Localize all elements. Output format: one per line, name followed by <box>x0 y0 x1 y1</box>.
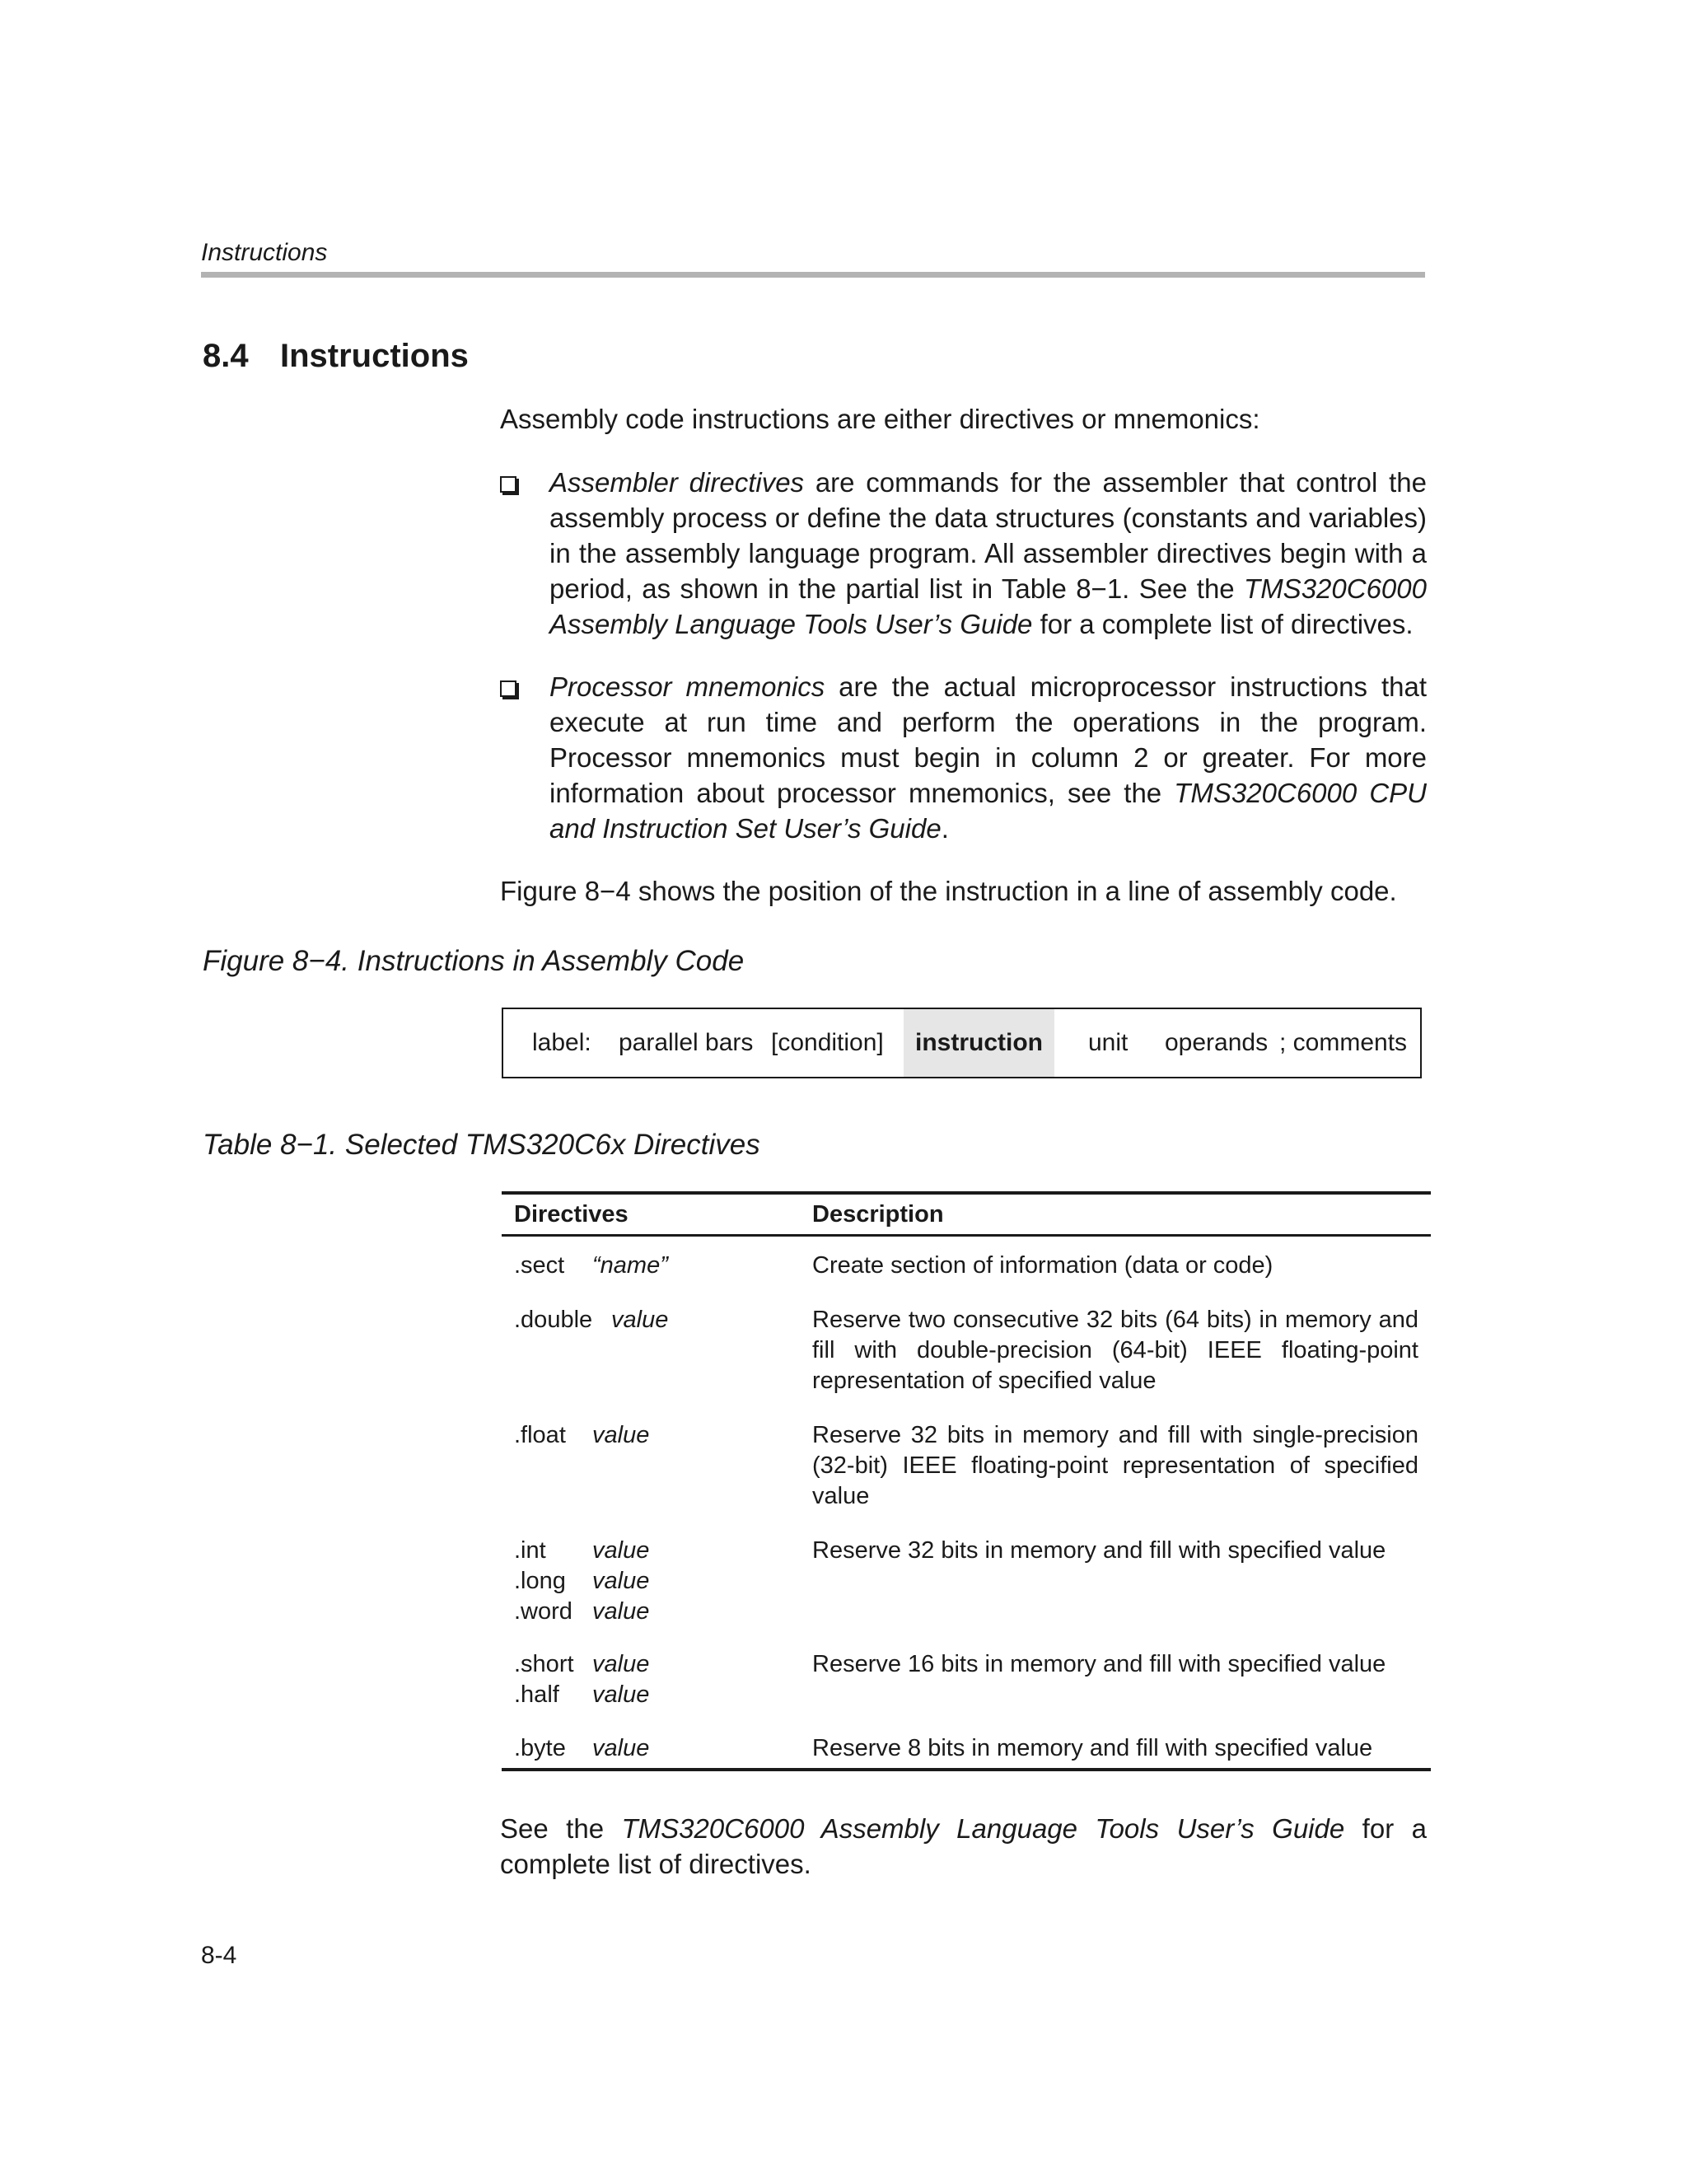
directive-arg: value <box>592 1568 650 1594</box>
directive-name: .sect <box>514 1252 565 1279</box>
intro-paragraph: Assembly code instructions are either directives or mnemonics: <box>500 404 1260 434</box>
bullet-assembler-directives <box>500 465 1427 642</box>
directive-arg: value <box>592 1651 650 1677</box>
header-rule <box>201 272 1425 278</box>
bullet-text: are the actual microprocessor instructions that execute at run time and perform the operations in the program. Processor mnemonics must begin in column 2 or greater. For more information about processor mnemonics, see the <box>549 671 1427 808</box>
table-caption: Table 8−1. Selected TMS320C6x Directives <box>203 1129 760 1161</box>
bullet-text-end: . <box>941 813 949 844</box>
directive-arg: value <box>592 1681 650 1708</box>
directive-arg: value <box>592 1735 650 1761</box>
header-directives: Directives <box>514 1201 629 1228</box>
description-cell: Reserve 16 bits in memory and fill with specified value <box>812 1651 1386 1677</box>
bullet-text: are commands for the assembler that control the assembly process or define the data structures (constants and variables) in the assembly language program. All assembler directives begin with a period, as shown in the partial list in Table 8−1. See the <box>549 467 1427 604</box>
field-instruction: instruction <box>904 1009 1054 1077</box>
bullet-reference: TMS320C6000 CPU and Instruction Set User’s Guide <box>549 778 1427 844</box>
directives-cell <box>514 1536 786 1627</box>
figure-intro-paragraph: Figure 8−4 shows the position of the instruction in a line of assembly code. <box>500 876 1397 906</box>
closing-suffix: for a <box>1344 1813 1427 1844</box>
checkbox-bullet-icon <box>500 680 516 697</box>
bullet-processor-mnemonics <box>500 669 1427 846</box>
bullet-reference: TMS320C6000 Assembly Language Tools User’s Guide <box>549 573 1427 639</box>
directive-name: .long <box>514 1568 566 1594</box>
directive-arg: value <box>592 1422 650 1448</box>
instruction-format-box <box>502 1008 1422 1078</box>
table-top-rule <box>502 1191 1431 1195</box>
directive-name: .float <box>514 1422 566 1448</box>
field-comments: ; comments <box>1279 1029 1408 1056</box>
description-cell: Create section of information (data or code) <box>812 1252 1273 1279</box>
directives-cell <box>514 1251 786 1281</box>
field-label: label: <box>532 1029 591 1056</box>
directive-arg: value <box>611 1307 669 1333</box>
directive-arg: value <box>592 1537 650 1564</box>
closing-paragraph <box>500 1811 1427 1882</box>
directive-name: .double <box>514 1307 593 1333</box>
directives-cell <box>514 1733 786 1764</box>
table-header-rule <box>502 1234 1431 1237</box>
field-operands: operands <box>1165 1029 1269 1056</box>
directive-name: .half <box>514 1681 559 1708</box>
page-number: 8-4 <box>201 1942 237 1969</box>
bullet-text-end: for a complete list of directives. <box>1032 609 1414 639</box>
closing-reference: TMS320C6000 Assembly Language Tools User’s Guide <box>621 1813 1345 1844</box>
figure-caption: Figure 8−4. Instructions in Assembly Code <box>203 945 745 977</box>
directive-name: .int <box>514 1537 546 1564</box>
field-parallel-bars: parallel bars <box>619 1029 754 1056</box>
directives-cell <box>514 1305 786 1335</box>
field-condition: [condition] <box>771 1029 884 1056</box>
directive-arg: value <box>592 1598 650 1625</box>
description-cell: Reserve two consecutive 32 bits (64 bits) in memory and fill with double-precision (64-bit) IEEE floating-point representation of specified value <box>812 1307 1418 1394</box>
checkbox-bullet-icon <box>500 476 516 493</box>
directive-arg: “name” <box>592 1252 668 1279</box>
directives-cell <box>514 1649 786 1710</box>
section-title: Instructions <box>280 338 469 374</box>
description-cell: Reserve 32 bits in memory and fill with single-precision (32-bit) IEEE floating-point representation of specified value <box>812 1422 1418 1509</box>
bullet-term: Assembler directives <box>549 467 805 498</box>
description-cell: Reserve 8 bits in memory and fill with specified value <box>812 1735 1373 1761</box>
running-header: Instructions <box>201 239 328 266</box>
section-number: 8.4 <box>203 338 249 374</box>
directive-name: .byte <box>514 1735 566 1761</box>
directive-name: .short <box>514 1651 574 1677</box>
closing-line-2: complete list of directives. <box>500 1849 811 1879</box>
closing-prefix: See the <box>500 1813 622 1844</box>
directives-cell <box>514 1420 786 1451</box>
section-heading <box>203 338 469 375</box>
directive-name: .word <box>514 1598 572 1625</box>
description-cell: Reserve 32 bits in memory and fill with specified value <box>812 1537 1386 1564</box>
field-unit: unit <box>1088 1029 1129 1056</box>
table-bottom-rule <box>502 1768 1431 1771</box>
header-description: Description <box>812 1201 944 1228</box>
bullet-term: Processor mnemonics <box>549 671 825 702</box>
